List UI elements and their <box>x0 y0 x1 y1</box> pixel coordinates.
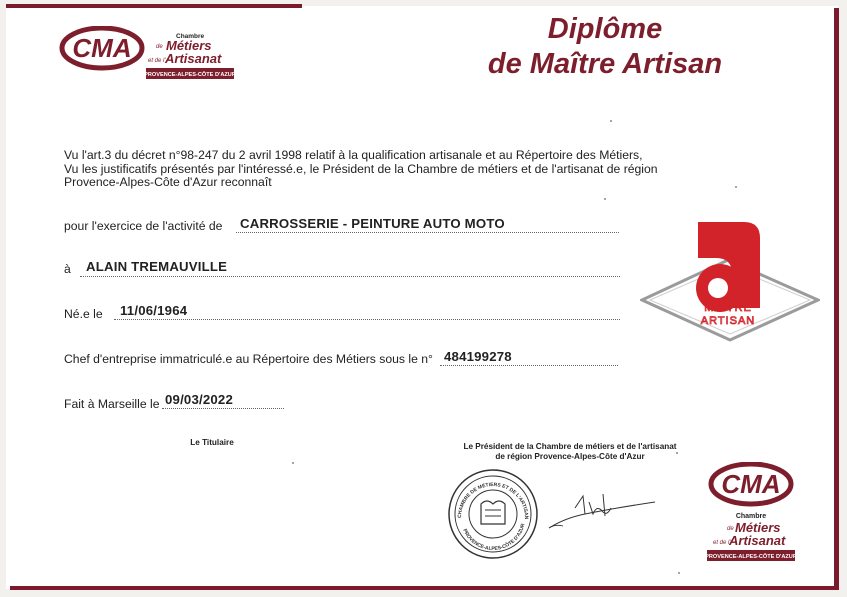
seal-bottom-text: PROVENCE-ALPES-CÔTE D'AZUR <box>461 523 527 553</box>
president-title-line2: de région Provence-Alpes-Côte d'Azur <box>495 452 645 461</box>
holder-signature-label: Le Titulaire <box>190 438 234 447</box>
intro-line: Vu les justificatifs présentés par l'intéressé.e, le Président de la Chambre de métiers et de l'artisanat de région <box>64 161 658 176</box>
frame-border-top <box>6 4 302 8</box>
svg-text:PROVENCE-ALPES-CÔTE D'AZUR <box>461 523 526 552</box>
diploma-title-line2: de Maître Artisan <box>487 48 723 80</box>
svg-text:PROVENCE-ALPES-CÔTE D'AZUR: PROVENCE-ALPES-CÔTE D'AZUR <box>705 554 797 560</box>
maitre-artisan-badge <box>640 216 820 346</box>
official-seal <box>447 468 539 560</box>
svg-text:PROVENCE-ALPES-CÔTE D'AZUR: PROVENCE-ALPES-CÔTE D'AZUR <box>144 72 236 78</box>
badge-line1: MAITRE <box>704 302 752 314</box>
scan-speck <box>292 462 294 464</box>
svg-text:Métiers: Métiers <box>735 520 781 535</box>
dotted-line <box>162 408 284 409</box>
activity-label: pour l'exercice de l'activité de <box>64 219 223 233</box>
registry-number: 484199278 <box>444 349 512 364</box>
diploma-title-line1: Diplôme <box>547 13 663 45</box>
seal-top-text: CHAMBRE DE MÉTIERS ET DE L'ARTISAN <box>456 481 530 520</box>
holder-name: ALAIN TREMAUVILLE <box>86 259 228 274</box>
svg-text:Chambre: Chambre <box>176 33 205 40</box>
president-signature <box>545 488 660 532</box>
svg-text:Artisanat: Artisanat <box>729 533 786 548</box>
dotted-line <box>236 232 619 233</box>
scan-speck <box>604 198 606 200</box>
cma-logo <box>58 26 238 86</box>
cma-logo-letters: CMA <box>72 33 132 63</box>
scan-speck <box>735 186 737 188</box>
intro-line: Provence-Alpes-Côte d'Azur reconnaît <box>64 175 272 189</box>
frame-border-right <box>834 8 839 588</box>
president-title-line1: Le Président de la Chambre de métiers et de l'artisanat <box>463 442 677 451</box>
activity-value: CARROSSERIE - PEINTURE AUTO MOTO <box>240 216 505 231</box>
done-label: Fait à Marseille le <box>64 397 160 411</box>
dotted-line <box>440 365 618 366</box>
svg-text:Métiers: Métiers <box>166 38 212 53</box>
intro-line: Vu l'art.3 du décret n°98-247 du 2 avril 1998 relatif à la qualification artisanale et au Répertoire des Métiers, <box>64 148 643 162</box>
badge-line2: ARTISAN <box>700 315 756 327</box>
svg-text:et de l': et de l' <box>148 58 166 64</box>
scan-speck <box>676 452 678 454</box>
frame-border-bottom <box>10 586 839 590</box>
scan-speck <box>610 120 612 122</box>
intro-text <box>64 149 704 190</box>
dotted-line <box>80 276 620 277</box>
dotted-line <box>114 319 620 320</box>
registry-label: Chef d'entreprise immatriculé.e au Répertoire des Métiers sous le n° <box>64 352 433 366</box>
cma-logo-bottom <box>705 462 797 562</box>
scan-speck <box>678 572 680 574</box>
to-label: à <box>64 262 71 276</box>
svg-text:Artisanat: Artisanat <box>165 51 222 66</box>
svg-text:Chambre: Chambre <box>735 513 767 520</box>
cma-logo-letters: CMA <box>721 469 781 499</box>
birth-date: 11/06/1964 <box>120 303 188 318</box>
svg-text:et de l': et de l' <box>713 540 731 546</box>
svg-text:de: de <box>727 526 734 532</box>
svg-text:de: de <box>156 44 163 50</box>
born-label: Né.e le <box>64 307 103 321</box>
issue-date: 09/03/2022 <box>165 392 234 407</box>
